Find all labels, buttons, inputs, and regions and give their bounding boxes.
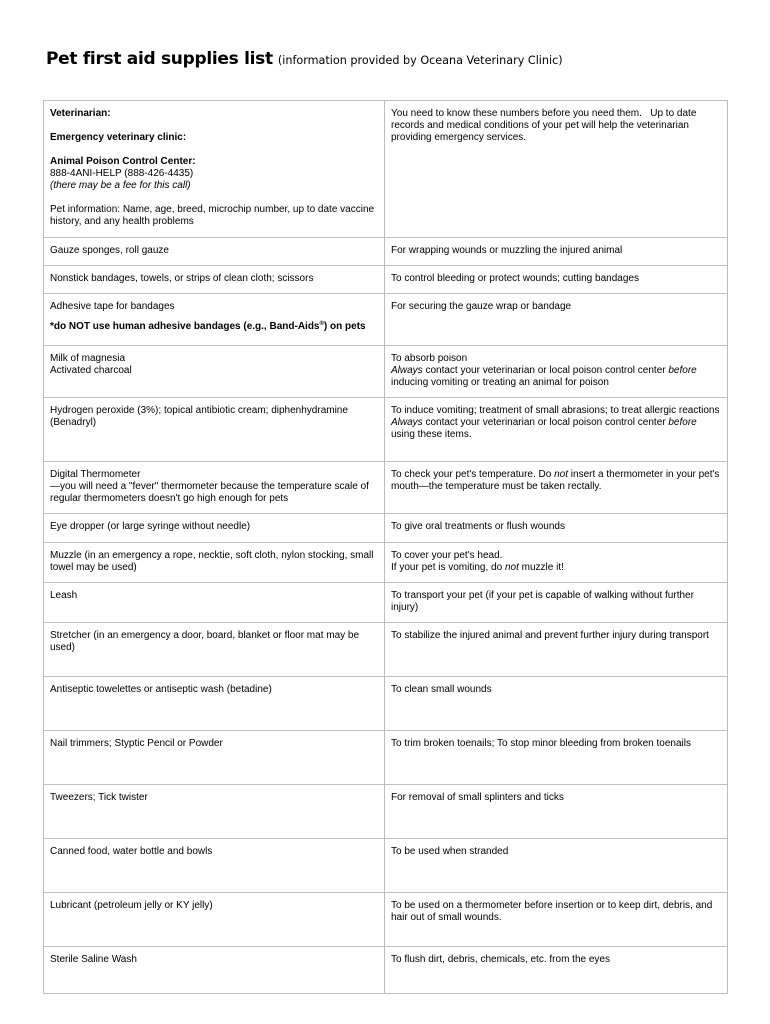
item-cell: Muzzle (in an emergency a rope, necktie, soft cloth, nylon stocking, small towel may be used) <box>44 543 385 583</box>
contact-note: You need to know these numbers before you need them. Up to date records and medical conditions of your pet will help the veterinarian providing emergency services. <box>391 108 700 143</box>
table-row <box>44 398 728 462</box>
purpose-cell <box>385 398 728 462</box>
title-main: Pet first aid supplies list <box>46 49 273 69</box>
table-row <box>44 543 728 583</box>
purpose-text: To check your pet's temperature. Do not insert a thermometer in your pet's mouth—the temperature must be taken rectally. <box>391 469 720 492</box>
purpose-text: If your pet is vomiting, do not muzzle it! <box>391 562 564 573</box>
item-cell <box>44 346 385 398</box>
item-cell: Eye dropper (or large syringe without needle) <box>44 514 385 543</box>
item-cell: Lubricant (petroleum jelly or KY jelly) <box>44 893 385 947</box>
table-row <box>44 893 728 947</box>
poison-center-fee-note: (there may be a fee for this call) <box>50 180 191 191</box>
table-row <box>44 583 728 623</box>
item-cell: Antiseptic towelettes or antiseptic wash (betadine) <box>44 677 385 731</box>
purpose-cell: For removal of small splinters and ticks <box>385 785 728 839</box>
purpose-cell: To trim broken toenails; To stop minor bleeding from broken toenails <box>385 731 728 785</box>
purpose-text: To cover your pet's head. <box>391 550 503 561</box>
purpose-cell: To transport your pet (if your pet is capable of walking without further injury) <box>385 583 728 623</box>
table-row <box>44 839 728 893</box>
table-row <box>44 514 728 543</box>
poison-center-phone: 888-4ANI-HELP (888-426-4435) <box>50 168 194 179</box>
purpose-text: To absorb poison <box>391 353 468 364</box>
item-cell: Hydrogen peroxide (3%); topical antibiotic cream; diphenhydramine (Benadryl) <box>44 398 385 462</box>
poison-center-label: Animal Poison Control Center: <box>50 156 196 167</box>
item-cell: Canned food, water bottle and bowls <box>44 839 385 893</box>
item-cell <box>44 294 385 346</box>
table-row <box>44 238 728 266</box>
purpose-cell: To flush dirt, debris, chemicals, etc. from the eyes <box>385 947 728 994</box>
veterinarian-label: Veterinarian: <box>50 108 111 119</box>
item-cell: Sterile Saline Wash <box>44 947 385 994</box>
poison-warning: Always contact your veterinarian or local poison control center before inducing vomiting or treating an animal for poison <box>391 365 697 388</box>
item-cell: Nonstick bandages, towels, or strips of clean cloth; scissors <box>44 266 385 294</box>
title-subtitle: (information provided by Oceana Veterinary Clinic) <box>277 54 563 67</box>
table-row <box>44 623 728 677</box>
item-text: Digital Thermometer <box>50 469 141 480</box>
purpose-cell: For securing the gauze wrap or bandage <box>385 294 728 346</box>
item-cell: Gauze sponges, roll gauze <box>44 238 385 266</box>
purpose-cell <box>385 462 728 514</box>
adhesive-warning: *do NOT use human adhesive bandages (e.g., Band-Aids®) on pets <box>50 321 366 332</box>
table-row <box>44 266 728 294</box>
poison-warning: Always contact your veterinarian or local poison control center before using these items. <box>391 417 697 440</box>
supplies-table <box>43 100 728 994</box>
purpose-cell: To control bleeding or protect wounds; cutting bandages <box>385 266 728 294</box>
purpose-cell: To be used on a thermometer before insertion or to keep dirt, debris, and hair out of small wounds. <box>385 893 728 947</box>
purpose-text: To induce vomiting; treatment of small abrasions; to treat allergic reactions <box>391 405 720 416</box>
table-row <box>44 677 728 731</box>
table-row <box>44 294 728 346</box>
item-text: —you will need a "fever" thermometer because the temperature scale of regular thermometers doesn't go high enough for pets <box>50 481 369 504</box>
table-row <box>44 947 728 994</box>
item-text: Milk of magnesia <box>50 353 126 364</box>
contact-note-cell <box>385 101 728 238</box>
item-cell: Stretcher (in an emergency a door, board, blanket or floor mat may be used) <box>44 623 385 677</box>
purpose-cell: For wrapping wounds or muzzling the injured animal <box>385 238 728 266</box>
table-row <box>44 785 728 839</box>
purpose-cell <box>385 346 728 398</box>
page-title <box>46 49 563 69</box>
item-text: Adhesive tape for bandages <box>50 301 175 312</box>
purpose-cell: To be used when stranded <box>385 839 728 893</box>
pet-information: Pet information: Name, age, breed, microchip number, up to date vaccine history, and any health problems <box>50 204 375 227</box>
table-row <box>44 462 728 514</box>
contact-info-cell <box>44 101 385 238</box>
item-cell: Tweezers; Tick twister <box>44 785 385 839</box>
purpose-cell: To clean small wounds <box>385 677 728 731</box>
item-cell <box>44 462 385 514</box>
purpose-cell <box>385 543 728 583</box>
item-text: Activated charcoal <box>50 365 132 376</box>
purpose-cell: To give oral treatments or flush wounds <box>385 514 728 543</box>
item-cell: Leash <box>44 583 385 623</box>
table-row <box>44 346 728 398</box>
emergency-clinic-label: Emergency veterinary clinic: <box>50 132 187 143</box>
purpose-cell: To stabilize the injured animal and prevent further injury during transport <box>385 623 728 677</box>
table-row <box>44 731 728 785</box>
item-cell: Nail trimmers; Styptic Pencil or Powder <box>44 731 385 785</box>
contact-info-row <box>44 101 728 238</box>
